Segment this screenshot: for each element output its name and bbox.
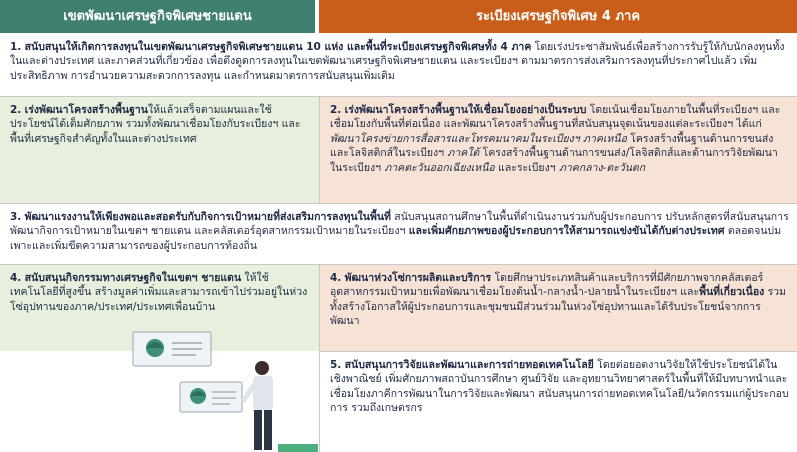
column-divider bbox=[319, 97, 320, 203]
item-2-right-italic-4: ภาคกลาง-ตะวันตก bbox=[558, 161, 646, 174]
item-2-right bbox=[320, 97, 797, 203]
item-4-right bbox=[320, 265, 797, 351]
item-2-left bbox=[0, 97, 319, 203]
item-3 bbox=[0, 204, 797, 264]
item-3-text-2: ตลอดจนบ่มเพาะและเพิ่มขีดความสามารถของผู้ประกอบการท้องถิ่น bbox=[10, 225, 782, 252]
item-2-right-lead: เร่งพัฒนาโครงสร้างพื้นฐานให้เชื่อมโยงอย่างเป็นระบบ bbox=[344, 104, 587, 116]
item-3-number: 3. bbox=[10, 211, 22, 223]
item-5-right bbox=[320, 352, 797, 452]
item-4-right-text-2: รวมทั้งสร้างโอกาสให้ผู้ประกอบการและชุมชนมีส่วนร่วมในห่วงโซ่อุปทานและได้รับประโยชน์จากการพัฒนา bbox=[330, 286, 787, 328]
item-2-right-text-3: โครงสร้างพื้นฐานด้านการขนส่ง/โลจิสติกส์และด้านการวิจัยพัฒนาในระเบียงฯ bbox=[330, 147, 778, 174]
item-4-left-text: ให้ใช้เทคโนโลยีที่สูงขึ้น สร้างมูลค่าเพิ่มและสามารถเข้าไปร่วมอยู่ในห่วงโซ่อุปทานของภาค/ประเทศ/ประเทศเพื่อนบ้าน bbox=[10, 272, 308, 313]
item-3-text-1: สนับสนุนสถานศึกษาในพื้นที่ดำเนินงานร่วมกับผู้ประกอบการ ปรับหลักสูตรที่สนับสนุนการพัฒนากิจการเป้าหมายในเขตฯ ชายแดน และคลัสเตอร์อุตสาหกรรมเป้าหมายในระเบียงฯ bbox=[10, 211, 789, 238]
header-right-title: ระเบียงเศรษฐกิจพิเศษ 4 ภาค bbox=[475, 8, 641, 24]
item-5-right-text: โดยต่อยอดงานวิจัยให้ใช้ประโยชน์ได้ในเชิงพาณิชย์ เพิ่มศักยภาพสถาบันการศึกษา ศูนย์วิจัย และอุทยานวิทยาศาสตร์ในพื้นที่ให้มีบทบาทนำและเชื่อมโยงภาคีการพัฒนาในการวิจัยและพัฒนา สนับสนุนการถ่ายทอดเทคโนโลยี/นวัตกรรมแก่ผู้ประกอบการ รวมถึงเกษตรกร bbox=[330, 359, 789, 415]
item-4-left-number: 4. bbox=[10, 272, 22, 284]
item-2-right-italic-2: ภาคใต้ bbox=[447, 147, 480, 160]
item-2-right-text-4: และระเบียงฯ bbox=[494, 161, 559, 174]
header-left bbox=[0, 0, 317, 33]
item-4-right-lead-2: พื้นที่เกี่ยวเนื่อง bbox=[699, 286, 765, 299]
column-divider bbox=[319, 265, 320, 452]
item-1-lead: สนับสนุนให้เกิดการลงทุนในเขตพัฒนาเศรษฐกิจพิเศษชายแดน 10 แห่ง และพื้นที่ระเบียงเศรษฐกิจพิเศษทั้ง 4 ภาค bbox=[24, 41, 532, 53]
item-1-text: โดยเร่งประชาสัมพันธ์เพื่อสร้างการรับรู้ให้กับนักลงทุนทั้งในและต่างประเทศ และภาคส่วนที่เกี่ยวข้อง เพื่อดึงดูดการลงทุนในเขตพัฒนาเศรษฐกิจพิเศษชายแดน และระเบียงฯ ตามมาตรการส่งเสริมการลงทุนที่ประกาศไปแล้ว เพิ่มประสิทธิภาพ การอำนวยความสะดวกการลงทุน และกำหนดมาตรการสนับสนุนเพิ่มเติม bbox=[10, 41, 785, 82]
item-2-left-number: 2. bbox=[10, 104, 22, 116]
item-4-right-lead: พัฒนาห่วงโซ่การผลิตและบริการ bbox=[344, 272, 492, 284]
presentation-board-icon bbox=[133, 332, 211, 366]
presentation-board-icon bbox=[180, 382, 242, 412]
item-2-right-italic-1: พัฒนาโครงข่ายการสื่อสารและโทรคมนาคมในระเบียงฯ ภาคเหนือ bbox=[330, 132, 627, 145]
item-2-right-number: 2. bbox=[330, 104, 342, 116]
item-5-right-lead: สนับสนุนการวิจัยและพัฒนาและการถ่ายทอดเทคโนโลยี bbox=[344, 359, 594, 371]
presentation-illustration bbox=[0, 330, 319, 452]
item-2-left-lead: เร่งพัฒนาโครงสร้างพื้นฐาน bbox=[24, 104, 148, 116]
item-2-right-text-2: โครงสร้างพื้นฐานด้านการขนส่งและโลจิสติกส์ในระเบียงฯ bbox=[330, 132, 774, 160]
item-2-left-text: ให้แล้วเสร็จตามแผนและใช้ประโยชน์ได้เต็มศักยภาพ รวมทั้งพัฒนาเชื่อมโยงกับระเบียงฯ และพื้นที่เศรษฐกิจสำคัญทั้งในและต่างประเทศ bbox=[10, 104, 301, 145]
item-3-lead: พัฒนาแรงงานให้เพียงพอและสอดรับกับกิจการเป้าหมายที่ส่งเสริมการลงทุนในพื้นที่ bbox=[24, 211, 391, 223]
item-5-right-number: 5. bbox=[330, 359, 342, 371]
item-1-number: 1. bbox=[10, 41, 22, 53]
person-icon bbox=[244, 361, 273, 450]
header-left-title: เขตพัฒนาเศรษฐกิจพิเศษชายแดน bbox=[63, 8, 252, 24]
item-4-right-number: 4. bbox=[330, 272, 342, 284]
illustration bbox=[0, 330, 319, 452]
item-2-right-italic-3: ภาคตะวันออกเฉียงเหนือ bbox=[384, 161, 495, 174]
item-1 bbox=[0, 34, 797, 96]
item-2-right-text-1: โดยเน้นเชื่อมโยงภายในพื้นที่ระเบียงฯ และเชื่อมโยงกับพื้นที่ต่อเนื่อง และพัฒนาโครงสร้างพื้นฐานที่สนับสนุนจุดเน้นของแต่ละระเบียงฯ ได้แก่ bbox=[330, 104, 781, 131]
item-4-left-lead: สนับสนุนกิจกรรมทางเศรษฐกิจในเขตฯ ชายแดน bbox=[24, 272, 242, 284]
header-right bbox=[319, 0, 797, 33]
item-3-lead-2: และเพิ่มศักยภาพของผู้ประกอบการให้สามารถแข่งขันได้กับต่างประเทศ bbox=[408, 225, 725, 238]
item-4-right-text-1: โดยศึกษาประเภทสินค้าและบริการที่มีศักยภาพจากคลัสเตอร์อุตสาหกรรมเป้าหมายเพื่อพัฒนาเชื่อมโยงต้นน้ำ-กลางน้ำ-ปลายน้ำในระเบียงฯ และ bbox=[330, 272, 764, 299]
